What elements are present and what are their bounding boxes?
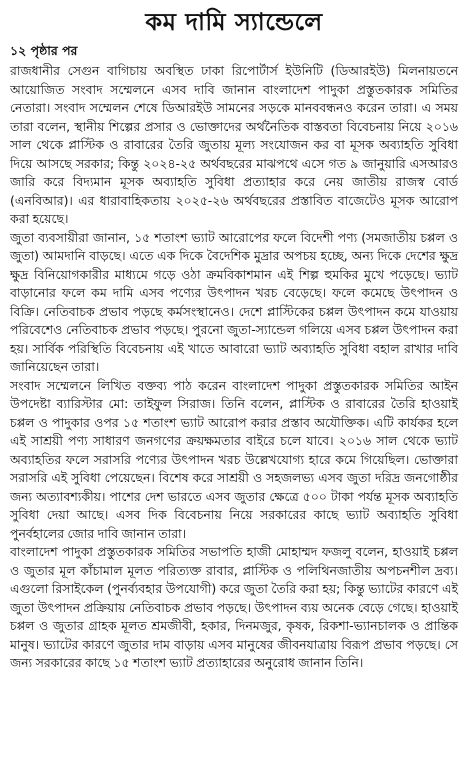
article-body bbox=[10, 62, 458, 673]
article-paragraph: সংবাদ সম্মেলনে লিখিত বক্তব্য পাঠ করেন বাংলাদেশ পাদুকা প্রস্তুতকারক সমিতির আইন উপদেষ্টা ব্যারিস্টার মো: তাইফুল সিরাজ। তিনি বলেন, প্লাস্টিক ও রাবারের তৈরি হাওয়াই চপ্পল ও পাদুকার ওপর ১৫ শতাংশ ভ্যাট আরোপ করার প্রস্তাব অযৌক্তিক। এটি কার্যকর হলে এই সাশ্রয়ী পণ্য সাধারণ জনগণের ক্রয়ক্ষমতার বাইরে চলে যাবে। ২০১৬ সাল থেকে ভ্যাট অব্যাহতির ফলে সরাসরি পণ্যের উৎপাদন খরচ উল্লেখযোগ্য হারে কমে গিয়েছিল। ভোক্তারা সরাসরি এই সুবিধা পেয়েছেন। বিশেষ করে সাশ্রয়ী ও সহজলভ্য এসব জুতা দরিদ্র জনগোষ্ঠীর জন্য অত্যাবশ্যকীয়। পাশের দেশ ভারতে এসব জুতার ক্ষেত্রে ৫০০ টাকা পর্যন্ত মূসক অব্যাহতি সুবিধা দেয়া আছে। এসব দিক বিবেচনায় নিয়ে সরকারের কাছে ভ্যাট অব্যাহতি সুবিধা পুনর্বহালের জোর দাবি জানান তারা। bbox=[10, 377, 458, 541]
article-paragraph: জুতা ব্যবসায়ীরা জানান, ১৫ শতাংশ ভ্যাট আরোপের ফলে বিদেশী পণ্য (সমজাতীয় চপ্পল ও জুতা) আমদানি বাড়ছে। এতে এক দিকে বৈদেশিক মুদ্রার অপচয় হচ্ছে, অন্য দিকে দেশের ক্ষুদ্র ক্ষুদ্র বিনিয়োগকারীর মাধ্যমে গড়ে ওঠা ক্রমবিকাশমান এই শিল্প হুমকির মুখে পড়েছে। ভ্যাট বাড়ানোর ফলে কম দামি এসব পণ্যের উৎপাদন খরচ বেড়েছে। ফলে কমেছে উৎপাদন ও বিক্রি। নেতিবাচক প্রভাব পড়ছে কর্মসংস্থানেও। দেশে প্লাস্টিকের চপ্পল উৎপাদন কমে যাওয়ায় পরিবেশেও নেতিবাচক প্রভাব পড়ছে। পুরনো জুতা-স্যান্ডেল গলিয়ে এসব চপ্পল উৎপাদন করা হয়। সার্বিক পরিস্থিতি বিবেচনায় এই খাতে আবারো ভ্যাট অব্যাহতি সুবিধা বহাল রাখার দাবি জানিয়েছেন তারা। bbox=[10, 229, 458, 374]
article-paragraph: বাংলাদেশ পাদুকা প্রস্তুতকারক সমিতির সভাপতি হাজী মোহাম্মদ ফজলু বলেন, হাওয়াই চপ্পল ও জুতার মূল কাঁচামাল মূলত পরিত্যক্ত রাবার, প্লাস্টিক ও পলিথিনজাতীয় অপচনশীল দ্রব্য। এগুলো রিসাইকেল (পুনর্ব্যবহার উপযোগী) করে জুতা তৈরি করা হয়; কিন্তু ভ্যাটের কারণে এই জুতা উৎপাদন প্রক্রিয়ায় নেতিবাচক প্রভাব পড়ছে। উৎপাদন ব্যয় অনেক বেড়ে গেছে। হাওয়াই চপ্পল ও জুতার গ্রাহক মূলত শ্রমজীবী, হকার, দিনমজুর, কৃষক, রিকশা-ভ্যানচালক ও প্রান্তিক মানুষ। ভ্যাটের কারণে জুতার দাম বাড়ায় এসব মানুষের জীবনযাত্রায় বিরূপ প্রভাব পড়ছে। সে জন্য সরকারের কাছে ১৫ শতাংশ ভ্যাট প্রত্যাহারের অনুরোধ জানান তিনি। bbox=[10, 544, 458, 670]
continued-from-label: ১২ পৃষ্ঠার পর bbox=[10, 43, 78, 58]
article-headline: কম দামি স্যান্ডেলে bbox=[145, 8, 323, 36]
article-paragraph: রাজধানীর সেগুন বাগিচায় অবস্থিত ঢাকা রিপোর্টার্স ইউনিটি (ডিআরইউ) মিলনায়তনে আয়োজিত সংবাদ সম্মেলনে এসব দাবি জানান বাংলাদেশ পাদুকা প্রস্তুতকারক সমিতির নেতারা। সংবাদ সম্মেলন শেষে ডিআরইউ সামনের সড়কে মানববন্ধনও করেন তারা। এ সময় তারা বলেন, স্থানীয় শিল্পের প্রসার ও ভোক্তাদের অর্থনৈতিক বাস্তবতা বিবেচনায় নিয়ে ২০১৬ সাল থেকে প্লাস্টিক ও রাবারের তৈরি জুতায় মূল্য সংযোজন কর বা মূসক অব্যাহতি সুবিধা দিয়ে আসছে সরকার; কিন্তু ২০২৪-২৫ অর্থবছরের মাঝপথে এসে গত ৯ জানুয়ারি এসআরও জারি করে বিদ্যমান মূসক অব্যাহতি সুবিধা প্রত্যাহার করে নেয় জাতীয় রাজস্ব বোর্ড (এনবিআর)। এর ধারাবাহিকতায় ২০২৫-২৬ অর্থবছরের প্রস্তাবিত বাজেটেও মূসক আরোপ করা হয়েছে। bbox=[10, 63, 458, 226]
